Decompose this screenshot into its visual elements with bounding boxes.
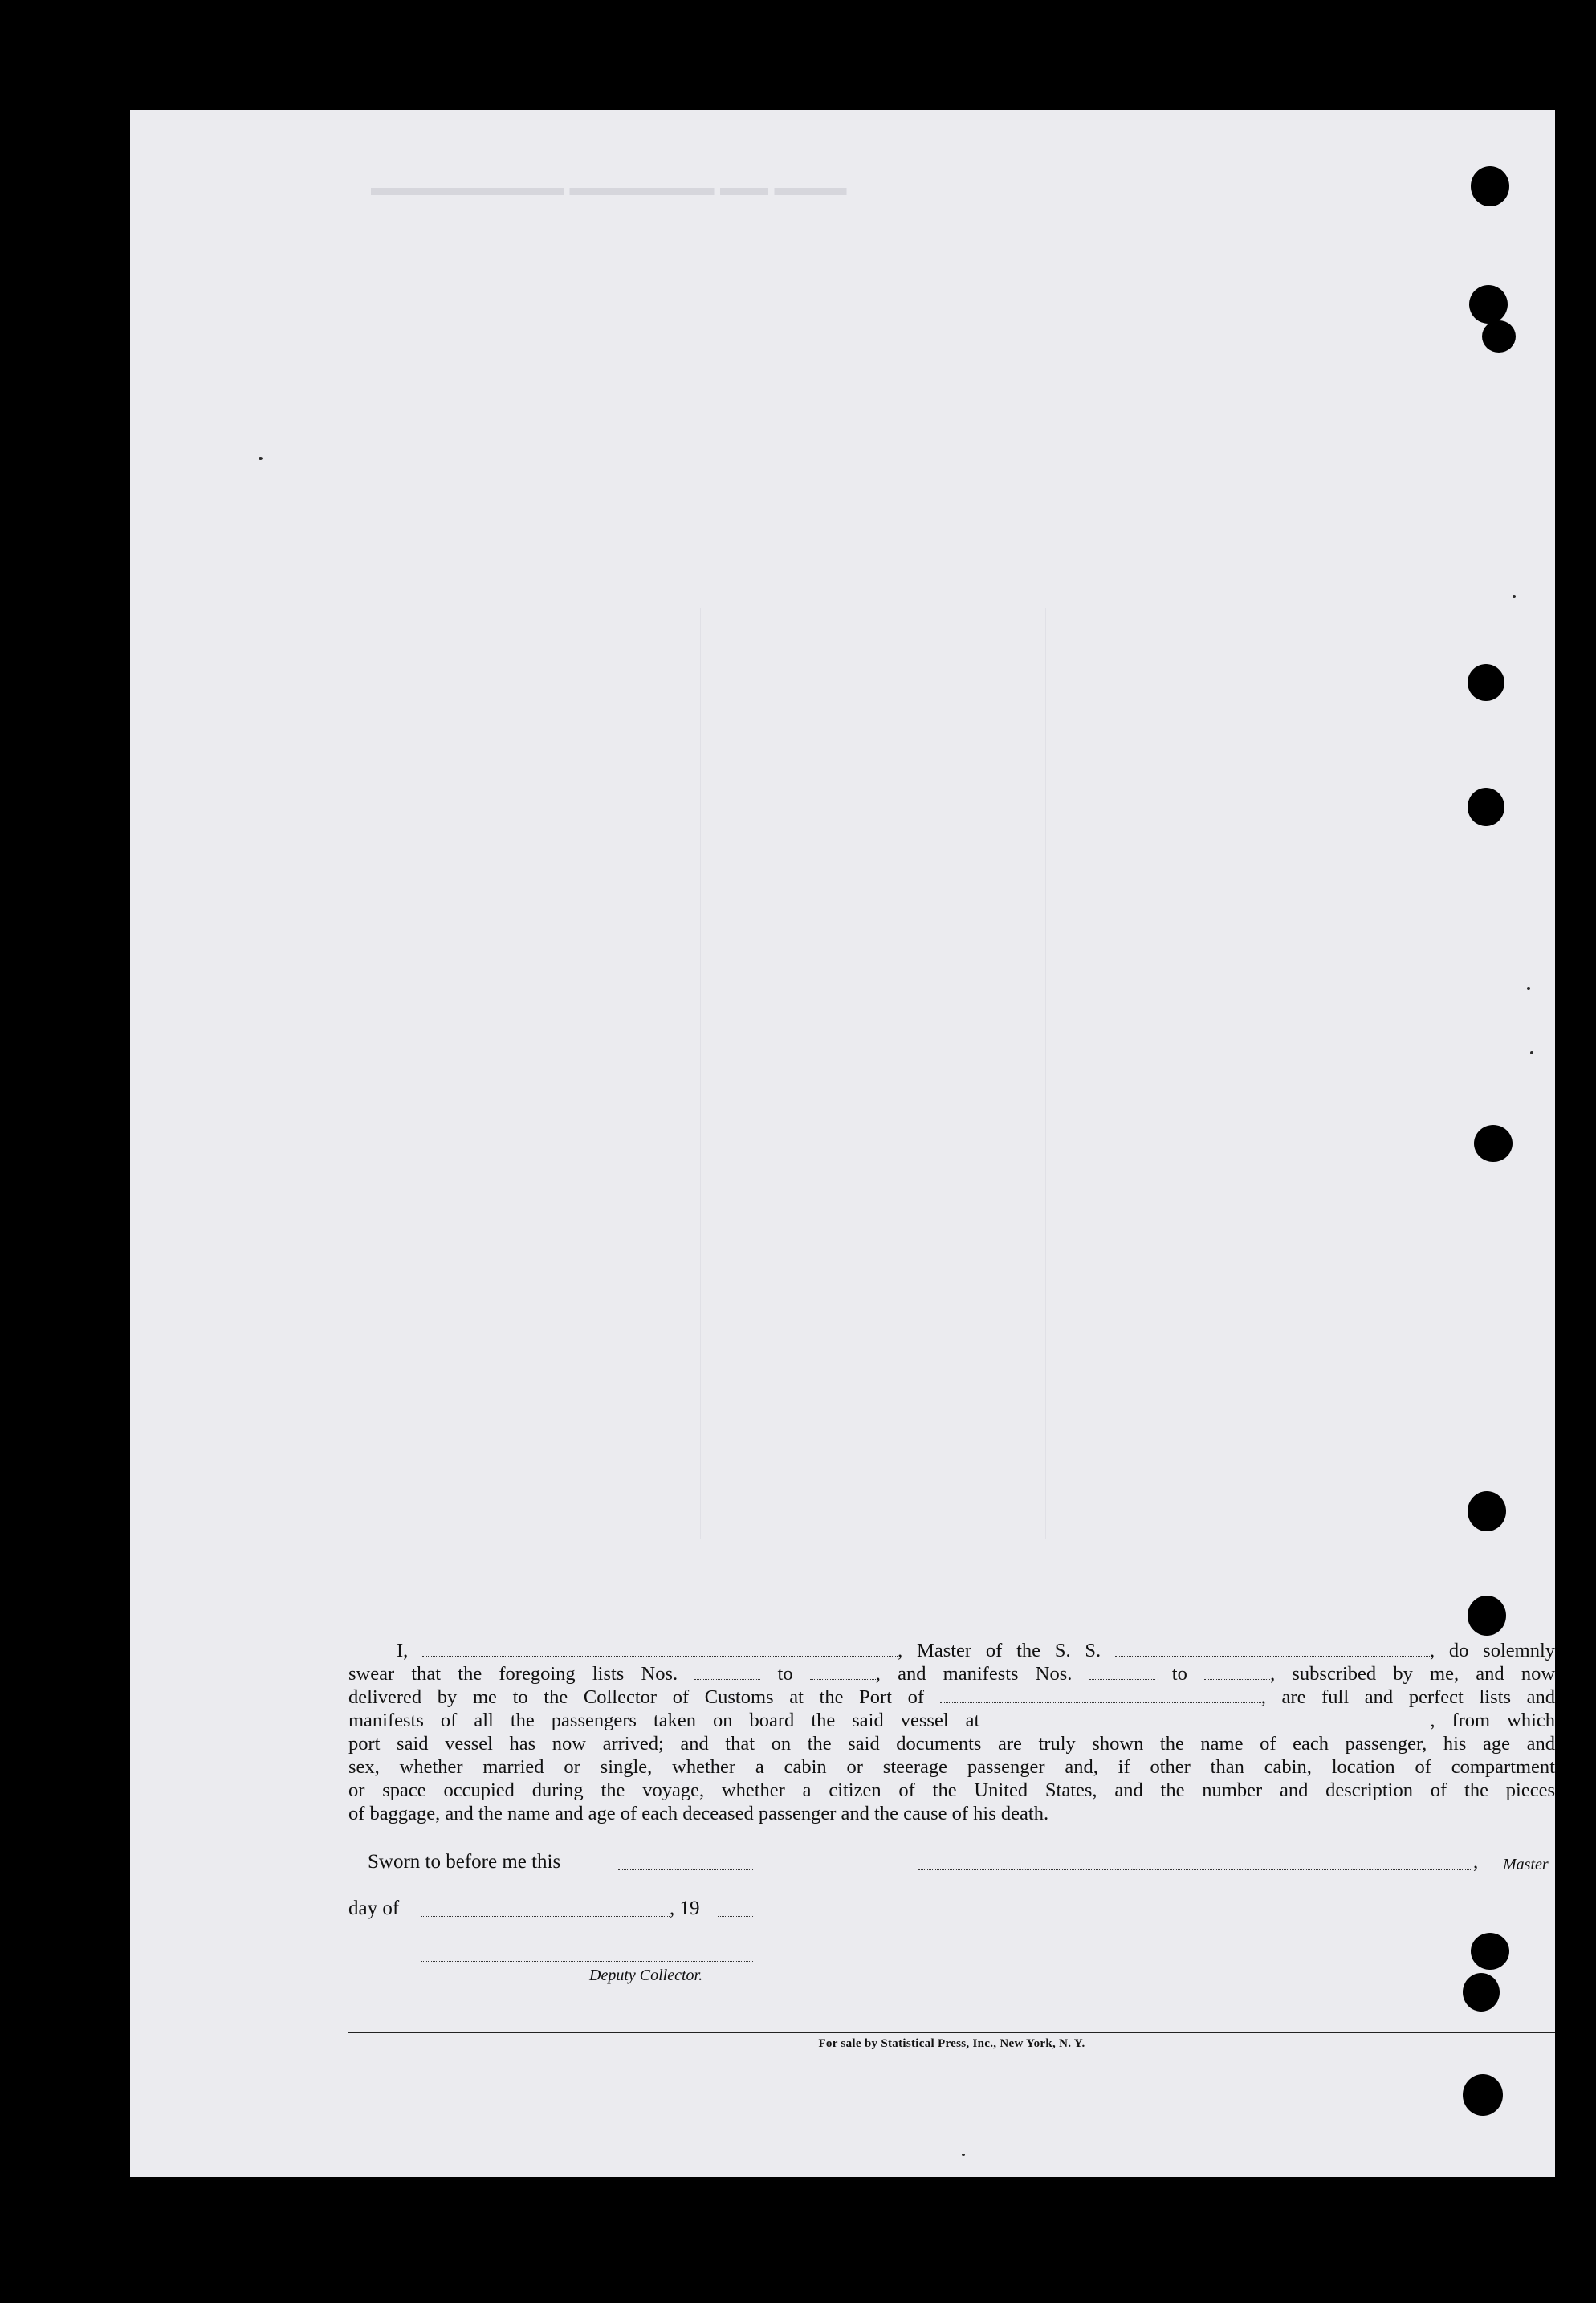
footer-rule — [348, 2032, 1555, 2033]
oath-master-of-ship: , Master of the S. S. — [898, 1640, 1101, 1661]
bleed-through-rule — [1045, 608, 1046, 1539]
dust-speck — [1530, 1051, 1533, 1054]
punch-hole — [1471, 1933, 1509, 1970]
oath-to: to — [777, 1663, 793, 1685]
master-name-blank[interactable] — [422, 1641, 898, 1657]
oath-manifests-all: manifests of all the passengers taken on board the said vessel at — [348, 1710, 980, 1731]
punch-hole — [1468, 788, 1504, 826]
oath-pronoun: I, — [397, 1640, 409, 1661]
dust-speck — [962, 2154, 965, 2156]
oath-line-2 — [348, 1662, 1555, 1685]
oath-line-7: or space occupied during the voyage, whether a citizen of the United States, and the number and description of the pieces — [348, 1779, 1555, 1801]
manifests-to-blank[interactable] — [1204, 1665, 1270, 1680]
port-blank[interactable] — [940, 1688, 1261, 1703]
departure-port-blank[interactable] — [996, 1711, 1430, 1726]
punch-hole — [1482, 320, 1516, 353]
master-label: Master — [1503, 1856, 1549, 1873]
bleed-through-rule — [700, 608, 701, 1539]
year-prefix: , 19 — [670, 1897, 700, 1919]
master-signature-blank[interactable] — [918, 1869, 1471, 1870]
master-comma: , — [1473, 1851, 1479, 1873]
oath-line-3 — [348, 1685, 1555, 1709]
punch-hole — [1469, 285, 1508, 324]
oath-subscribed: , subscribed by me, and now — [1270, 1663, 1556, 1685]
printer-imprint: For sale by Statistical Press, Inc., New York, N. Y. — [818, 2037, 1085, 2050]
lists-to-blank[interactable] — [810, 1665, 876, 1680]
dust-speck — [1513, 595, 1516, 598]
oath-line-1 — [348, 1639, 1555, 1662]
oath-to-2: to — [1171, 1663, 1187, 1685]
day-of-label: day of — [348, 1897, 400, 1919]
ship-name-blank[interactable] — [1115, 1641, 1430, 1657]
document-page — [130, 110, 1555, 2177]
dust-speck — [1527, 987, 1530, 990]
oath-full-perfect: , are full and perfect lists and — [1260, 1686, 1556, 1708]
dust-speck — [259, 457, 263, 460]
punch-hole — [1468, 1596, 1506, 1636]
sworn-date-blank[interactable] — [618, 1869, 753, 1870]
deputy-signature-blank[interactable] — [421, 1960, 753, 1962]
punch-hole — [1474, 1125, 1513, 1162]
oath-solemnly: , do solemnly — [1429, 1640, 1556, 1661]
bleed-through-header: ▬▬▬ ▬▬ ▬▬▬▬▬▬ ▬▬▬▬▬▬▬▬ — [371, 174, 847, 201]
year-blank[interactable] — [718, 1915, 753, 1917]
oath-manifests-nos: , and manifests Nos. — [875, 1663, 1073, 1685]
punch-hole — [1468, 1491, 1506, 1531]
oath-lists-nos: swear that the foregoing lists Nos. — [348, 1663, 678, 1685]
oath-line-5: port said vessel has now arrived; and that on the said documents are truly shown the name of each passenger, his age and — [348, 1733, 1555, 1755]
deputy-collector-label: Deputy Collector. — [589, 1967, 703, 1984]
oath-line-6: sex, whether married or single, whether a cabin or steerage passenger and, if other than cabin, location of compartment — [348, 1756, 1555, 1778]
sworn-label: Sworn to before me this — [368, 1851, 561, 1873]
oath-paragraph — [348, 1639, 1555, 1825]
punch-hole — [1468, 664, 1504, 701]
punch-hole — [1463, 1973, 1500, 2012]
month-blank[interactable] — [421, 1915, 670, 1917]
manifests-from-blank[interactable] — [1089, 1665, 1155, 1680]
oath-delivered: delivered by me to the Collector of Customs at the Port of — [348, 1686, 925, 1708]
oath-from-which: , from which — [1430, 1710, 1555, 1731]
punch-hole — [1463, 2074, 1503, 2116]
lists-from-blank[interactable] — [694, 1665, 760, 1680]
punch-hole — [1471, 166, 1509, 206]
oath-line-8: of baggage, and the name and age of each deceased passenger and the cause of his death. — [348, 1803, 1049, 1824]
oath-line-4 — [348, 1709, 1555, 1732]
